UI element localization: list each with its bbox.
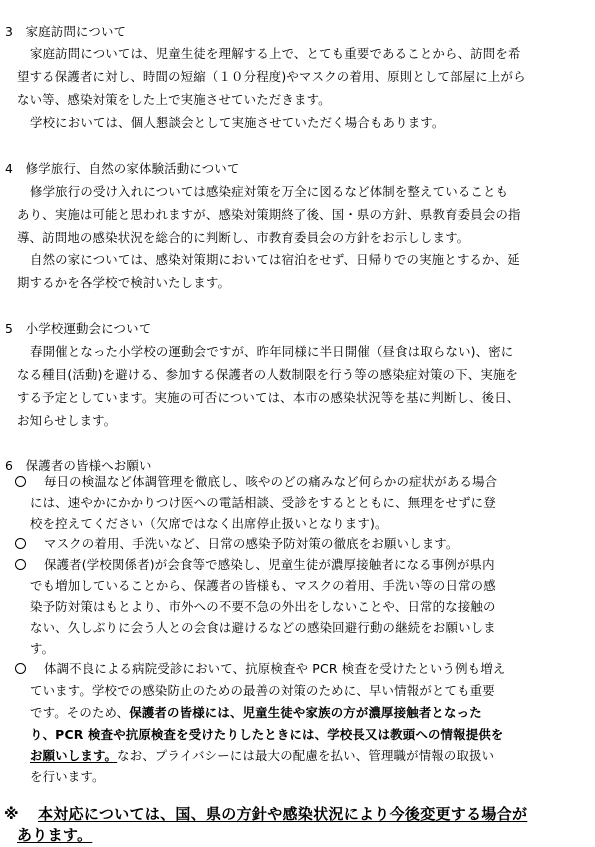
section-4-line-3: 導、訪問地の感染状況を総合的に判断し、市教育委員会の方針をお示しします。 — [17, 230, 470, 245]
item-4-line-3-text: です。そのため、 — [30, 705, 130, 720]
note-line-1: 本対応については、国、県の方針や感染状況により今後変更する場合が — [38, 805, 528, 823]
item-1-line-3: 校を控えてください（欠席ではなく出席停止扱いとなります)。 — [30, 516, 388, 531]
section-3-line-4: 学校においては、個人懇談会として実施させていただく場合もあります。 — [30, 115, 445, 130]
item-4-line-5 — [30, 748, 494, 764]
item-3-line-3: 染予防対策はもとより、市外への不要不急の外出をしないことや、日常的な接触の — [30, 599, 496, 614]
bullet-circle-icon — [15, 476, 26, 487]
item-4-bold-request: 保護者の皆様には、児童生徒や家族の方が濃厚接触者となった — [129, 705, 482, 720]
section-4-line-5: 期するかを各学校で検討いたします。 — [17, 275, 231, 290]
section-5-line-1: 春開催となった小学校の運動会ですが、昨年同様に半日開催（昼食は取らない)、密に — [30, 344, 514, 359]
section-5-line-2: なる種目(活動)を避ける、参加する保護者の人数制限を行う等の感染症対策の下、実施を — [17, 367, 519, 382]
item-3-line-2: でも増加していることから、保護者の皆様も、マスクの着用、手洗い等の日常の感 — [30, 578, 496, 593]
item-4-line-3 — [30, 705, 482, 721]
item-1-line-1: 毎日の検温など体調管理を徹底し、咳やのどの痛みなど何らかの症状がある場合 — [44, 474, 498, 489]
section-5-heading: 5 小学校運動会について — [5, 321, 152, 336]
section-4-line-4: 自然の家については、感染対策期においては宿泊をせず、日帰りでの実施とするか、延 — [30, 252, 520, 267]
item-4-line-2: ています。学校での感染防止のための最善の対策のために、早い情報がとても重要 — [30, 683, 495, 698]
section-5-line-3: する予定としています。実施の可否については、本市の感染状況等を基に判断し、後日、 — [17, 390, 520, 405]
section-3-line-3: ない等、感染対策をした上で実施させていただきます。 — [17, 92, 331, 107]
item-4-bold-please: お願いします。 — [30, 748, 118, 763]
item-4-line-1: 体調不良による病院受診において、抗原検査や PCR 検査を受けたという例も増え — [44, 661, 506, 676]
bullet-circle-icon — [15, 559, 26, 570]
item-4-line-6: を行います。 — [30, 769, 105, 784]
section-4-line-1: 修学旅行の受け入れについては感染症対策を万全に図るなど体制を整えていることも — [30, 184, 509, 199]
section-6-heading: 6 保護者の皆様へお願い — [5, 458, 152, 473]
item-2-line-1: マスクの着用、手洗いなど、日常の感染予防対策の徹底をお願いします。 — [44, 536, 459, 551]
item-4-line-4: り、PCR 検査や抗原検査を受けたりしたときには、学校長又は教頭への情報提供を — [30, 727, 504, 742]
section-3-line-2: 望する保護者に対し、時間の短縮（１０分程度)やマスクの着用、原則として部屋に上がら — [17, 69, 526, 84]
section-5-line-4: お知らせします。 — [17, 413, 117, 428]
item-1-line-2: には、速やかにかかりつけ医への電話相談、受診をするとともに、無理をせずに登 — [30, 495, 496, 510]
item-4-line-5-tail: なお、プライバシーには最大の配慮を払い、管理職が情報の取扱い — [117, 748, 495, 763]
bullet-circle-icon — [15, 538, 26, 549]
note-line-2: あります。 — [17, 826, 93, 844]
section-4-heading: 4 修学旅行、自然の家体験活動について — [5, 161, 240, 176]
section-3-line-1: 家庭訪問については、児童生徒を理解する上で、とても重要であることから、訪問を希 — [30, 46, 521, 61]
item-3-line-1: 保護者(学校関係者)が会食等で感染し、児童生徒が濃厚接触者になる事例が県内 — [44, 557, 495, 572]
section-4-line-2: あり、実施は可能と思われますが、感染対策期終了後、国・県の方針、県教育委員会の指 — [17, 207, 521, 222]
note-mark: ※ — [4, 805, 19, 823]
item-3-line-5: す。 — [30, 641, 55, 656]
item-3-line-4: ない、久しぶりに会う人との会食は避けるなどの感染回避行動の継続をお願いしま — [30, 620, 496, 635]
bullet-circle-icon — [15, 663, 26, 674]
section-3-heading: 3 家庭訪問について — [5, 24, 127, 39]
